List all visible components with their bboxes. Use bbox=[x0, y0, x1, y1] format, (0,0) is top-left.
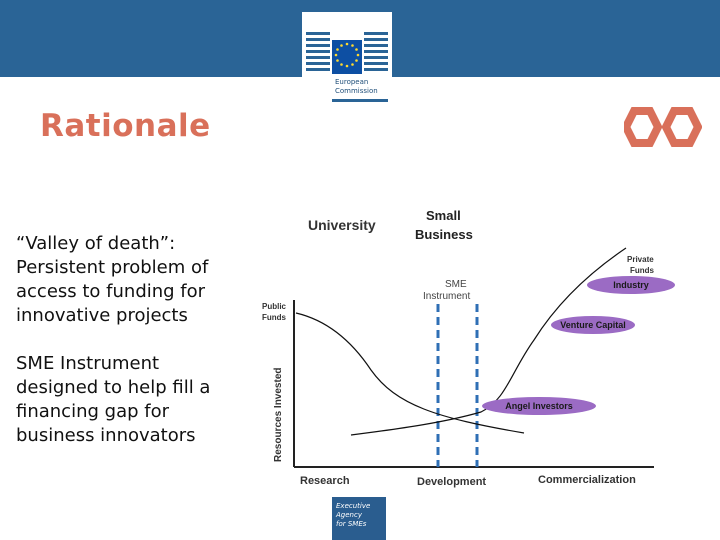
public-funds-curve bbox=[296, 313, 524, 433]
paragraph-1-line-3: access to funding for bbox=[16, 281, 206, 302]
paragraph-2-line-1: SME Instrument bbox=[16, 353, 160, 374]
sme-instrument-paragraph bbox=[16, 352, 248, 448]
venture-capital-label: Venture Capital bbox=[560, 320, 626, 330]
private-funds-label-1: Private bbox=[627, 255, 654, 264]
valley-of-death-paragraph bbox=[16, 232, 248, 328]
small-business-label-1: Small bbox=[426, 208, 461, 223]
private-funds-label-2: Funds bbox=[630, 266, 654, 275]
agency-line-2: Agency bbox=[336, 511, 362, 519]
research-label: Research bbox=[300, 475, 350, 487]
sme-label-2: Instrument bbox=[423, 291, 471, 302]
university-label: University bbox=[308, 217, 376, 233]
sme-label-1: SME bbox=[445, 279, 467, 290]
angel-investors-label: Angel Investors bbox=[505, 401, 573, 411]
agency-logo bbox=[332, 497, 386, 540]
page-title: Rationale bbox=[40, 108, 211, 144]
y-axis-label: Resources Invested bbox=[273, 367, 284, 462]
paragraph-1-line-4: innovative projects bbox=[16, 305, 188, 326]
paragraph-2-line-3: financing gap for bbox=[16, 401, 169, 422]
paragraph-2-line-4: business innovators bbox=[16, 425, 196, 446]
public-funds-label-1: Public bbox=[262, 302, 287, 311]
commercialization-label: Commercialization bbox=[538, 474, 636, 486]
small-business-label-2: Business bbox=[415, 227, 473, 242]
agency-line-1: Executive bbox=[336, 502, 371, 510]
paragraph-1-line-2: Persistent problem of bbox=[16, 257, 209, 278]
industry-label: Industry bbox=[613, 280, 649, 290]
public-funds-label-2: Funds bbox=[262, 313, 286, 322]
valley-of-death-diagram bbox=[256, 200, 696, 496]
agency-line-3: for SMEs bbox=[336, 520, 367, 528]
hexagon-logo-icon bbox=[624, 106, 702, 148]
paragraph-1-line-1: “Valley of death”: bbox=[16, 233, 176, 254]
brand-line-2: Commission bbox=[335, 87, 378, 95]
european-commission-logo bbox=[302, 12, 392, 107]
paragraph-2-line-2: designed to help fill a bbox=[16, 377, 211, 398]
brand-line-1: European bbox=[335, 78, 369, 86]
development-label: Development bbox=[417, 476, 487, 488]
